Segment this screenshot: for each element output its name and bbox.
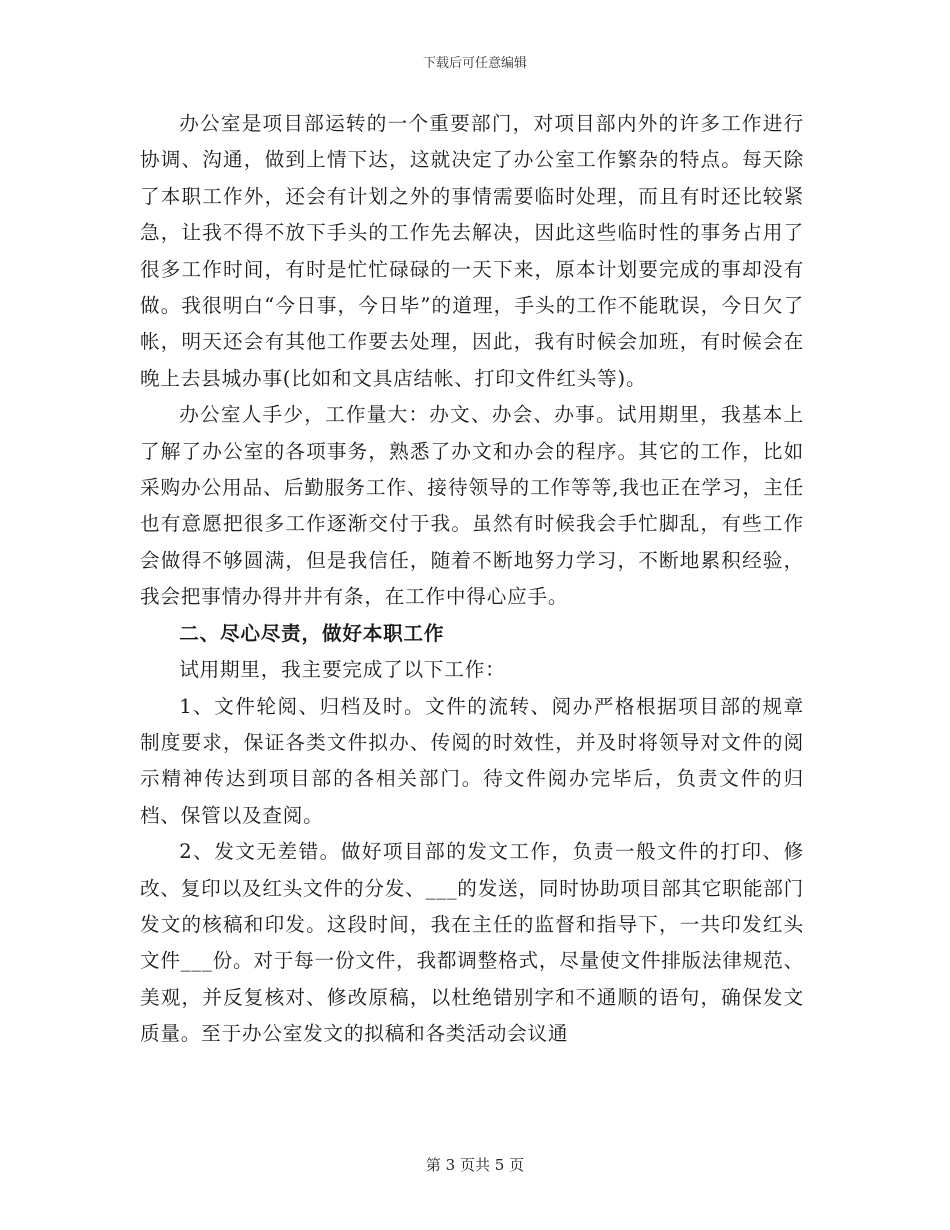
page-footer: 第 3 页共 5 页 <box>425 1156 525 1174</box>
section-heading: 二、尽心尽责，做好本职工作 <box>179 621 445 645</box>
paragraph: 办公室是项目部运转的一个重要部门，对项目部内外的许多工作进行协调、沟通，做到上情下达，这就决定了办公室工作繁杂的特点。每天除了本职工作外，还会有计划之外的事情需要临时处理，而且有时还比较紧急，让我不得不放下手头的工作先去解决，因此这些临时性的事务占用了很多工作时间，有时是忙忙碌碌的一天下来，原本计划要完成的事却没有做。我很明白“今日事，今日毕”的道理，手头的工作不能耽误，今日欠了帐，明天还会有其他工作要去处理，因此，我有时候会加班，有时候会在晚上去县城办事(比如和文具店结帐、打印文件红头等)。 <box>140 112 804 390</box>
document-body <box>140 106 804 1053</box>
paragraph: 2、发文无差错。做好项目部的发文工作，负责一般文件的打印、修改、复印以及红头文件的分发、___的发送，同时协助项目部其它职能部门发文的核稿和印发。这段时间，我在主任的监督和指导下，一共印发红头文件___份。对于每一份文件，我都调整格式，尽量使文件排版法律规范、美观，并反复核对、修改原稿，以杜绝错别字和不通顺的语句，确保发文质量。至于办公室发文的拟稿和各类活动会议通 <box>140 840 804 1046</box>
page-header: 下载后可任意编辑 <box>422 56 527 71</box>
paragraph: 办公室人手少，工作量大：办文、办会、办事。试用期里，我基本上了解了办公室的各项事务，熟悉了办文和办会的程序。其它的工作，比如采购办公用品、后勤服务工作、接待领导的工作等等,我也正在学习，主任也有意愿把很多工作逐渐交付于我。虽然有时候我会手忙脚乱，有些工作会做得不够圆满，但是我信任，随着不断地努力学习，不断地累积经验，我会把事情办得井井有条，在工作中得心应手。 <box>140 403 804 609</box>
paragraph: 1、文件轮阅、归档及时。文件的流转、阅办严格根据项目部的规章制度要求，保证各类文件拟办、传阅的时效性，并及时将领导对文件的阅示精神传达到项目部的各相关部门。待文件阅办完毕后，负责文件的归档、保管以及查阅。 <box>140 694 804 827</box>
paragraph: 试用期里，我主要完成了以下工作： <box>179 658 506 682</box>
